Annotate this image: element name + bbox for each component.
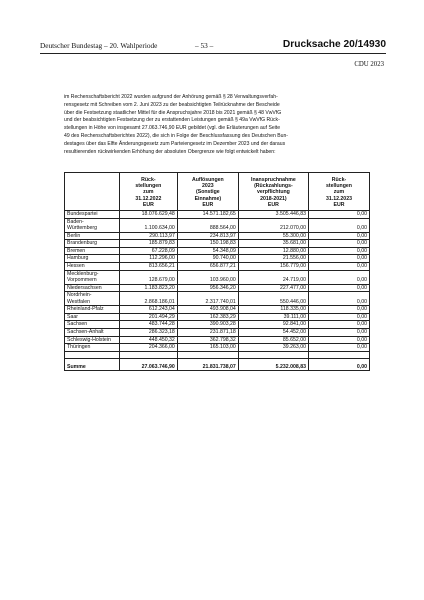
row-label-cell: Baden- Württemberg bbox=[65, 218, 120, 232]
value-cell: 112.296,00 bbox=[119, 255, 177, 263]
value-cell: 24.719,00 bbox=[238, 270, 308, 284]
value-cell: 54.348,09 bbox=[177, 247, 238, 255]
empty-cell bbox=[119, 351, 177, 358]
value-cell: 150.198,83 bbox=[177, 240, 238, 248]
empty-cell bbox=[308, 351, 369, 358]
header-cell: Rück- stellungen zum 31.12.2023 EUR bbox=[308, 173, 369, 211]
value-cell: 1.100.634,00 bbox=[119, 218, 177, 232]
value-cell: 1.183.823,20 bbox=[119, 284, 177, 292]
table-row bbox=[65, 344, 370, 352]
value-cell: 956.346,20 bbox=[177, 284, 238, 292]
header-cell: Rück- stellungen zum 31.12.2022 EUR bbox=[119, 173, 177, 211]
header-publication: Deutscher Bundestag – 20. Wahlperiode bbox=[40, 41, 158, 50]
table-row bbox=[65, 284, 370, 292]
paragraph-line: 49 des Rechenschaftsberichtes 2022), die sich in Folge der Beschlussfassung des Deutschen Bun- bbox=[64, 132, 288, 139]
value-cell: 0,00 bbox=[308, 247, 369, 255]
value-cell: 0,00 bbox=[308, 321, 369, 329]
value-cell: 0,00 bbox=[308, 284, 369, 292]
row-label-cell: Saar bbox=[65, 313, 120, 321]
table-row bbox=[65, 321, 370, 329]
empty-cell bbox=[65, 351, 120, 358]
value-cell: 3.505.446,83 bbox=[238, 211, 308, 219]
table-row bbox=[65, 247, 370, 255]
value-cell: 0,00 bbox=[308, 240, 369, 248]
row-label-cell: Hamburg bbox=[65, 255, 120, 263]
header-rule bbox=[40, 53, 386, 54]
value-cell: 21.556,00 bbox=[238, 255, 308, 263]
table-row bbox=[65, 240, 370, 248]
table-row bbox=[65, 313, 370, 321]
value-cell: 90.740,00 bbox=[177, 255, 238, 263]
paragraph-line: und der beabsichtigten Festsetzung der zu erstattenden Leistungen gemäß § 49a VwVfG Rück- bbox=[64, 117, 280, 124]
row-label-cell: Schleswig-Holstein bbox=[65, 336, 120, 344]
value-cell: 35.681,00 bbox=[238, 240, 308, 248]
value-cell: 14.571.182,65 bbox=[177, 211, 238, 219]
table-header-row bbox=[65, 173, 370, 211]
value-cell: 162.383,29 bbox=[177, 313, 238, 321]
value-cell: 85.652,00 bbox=[238, 336, 308, 344]
paragraph-line: resultierenden rückwirkenden Erhöhung der absoluten Obergrenze wie folgt entwickelt haben: bbox=[64, 148, 276, 155]
value-cell: 0,00 bbox=[308, 313, 369, 321]
row-label-cell: Hessen bbox=[65, 262, 120, 270]
row-label-cell: Summe bbox=[65, 358, 120, 370]
table-row bbox=[65, 306, 370, 314]
value-cell: 55.300,00 bbox=[238, 232, 308, 240]
provisions-table bbox=[64, 172, 370, 371]
value-cell: 0,00 bbox=[308, 344, 369, 352]
header-cell: Inanspruchnahme (Rückzahlungs- verpflichtung 2018-2021) EUR bbox=[238, 173, 308, 211]
value-cell: 0,00 bbox=[308, 306, 369, 314]
value-cell: 0,00 bbox=[308, 292, 369, 306]
row-label-cell: Bundespartei bbox=[65, 211, 120, 219]
value-cell: 165.103,00 bbox=[177, 344, 238, 352]
table-row bbox=[65, 211, 370, 219]
table-row bbox=[65, 270, 370, 284]
paragraph-line: rensgesetz mit Schreiben vom 2. Juni 2023 zu der beabsichtigten Teilrücknahme der Bescheide bbox=[64, 101, 280, 108]
paragraph-line: destages über das Elfte Änderungsgesetz zum Parteiengesetz im Dezember 2023 und der daraus bbox=[64, 140, 286, 147]
value-cell: 0,00 bbox=[308, 255, 369, 263]
value-cell: 103.960,00 bbox=[177, 270, 238, 284]
party-label: CDU 2023 bbox=[354, 61, 384, 68]
row-label-cell: Mecklenburg- Vorpommern bbox=[65, 270, 120, 284]
value-cell: 656.877,21 bbox=[177, 262, 238, 270]
value-cell: 67.228,09 bbox=[119, 247, 177, 255]
row-label-cell: Rheinland-Pfalz bbox=[65, 306, 120, 314]
value-cell: 204.366,00 bbox=[119, 344, 177, 352]
row-label-cell: Bremen bbox=[65, 247, 120, 255]
table-row bbox=[65, 292, 370, 306]
value-cell: 2.868.186,01 bbox=[119, 292, 177, 306]
value-cell: 234.813,97 bbox=[177, 232, 238, 240]
spacer-row bbox=[65, 351, 370, 358]
value-cell: 39.111,00 bbox=[238, 313, 308, 321]
row-label-cell: Niedersachsen bbox=[65, 284, 120, 292]
value-cell: 483.744,28 bbox=[119, 321, 177, 329]
paragraph-line: stellungen in Höhe von insgesamt 27.063.746,90 EUR gebildet (vgl. die Erläuterungen auf Seite bbox=[64, 125, 281, 132]
header-document-number: Drucksache 20/14930 bbox=[282, 39, 386, 50]
value-cell: 5.232.008,83 bbox=[238, 358, 308, 370]
paragraph-line: über die Festsetzung staatlicher Mittel für die Anspruchsjahre 2018 bis 2021 gemäß § 48 VwVfG bbox=[64, 109, 282, 116]
value-cell: 888.564,00 bbox=[177, 218, 238, 232]
row-label-cell: Berlin bbox=[65, 232, 120, 240]
value-cell: 54.452,00 bbox=[238, 328, 308, 336]
value-cell: 290.113,97 bbox=[119, 232, 177, 240]
value-cell: 92.841,00 bbox=[238, 321, 308, 329]
header-cell bbox=[65, 173, 120, 211]
value-cell: 12.880,00 bbox=[238, 247, 308, 255]
table-row bbox=[65, 218, 370, 232]
header-cell: Auflösungen 2023 (Sonstige Einnahme) EUR bbox=[177, 173, 238, 211]
value-cell: 231.871,18 bbox=[177, 328, 238, 336]
value-cell: 0,00 bbox=[308, 270, 369, 284]
table-row bbox=[65, 232, 370, 240]
value-cell: 362.798,32 bbox=[177, 336, 238, 344]
value-cell: 27.063.746,90 bbox=[119, 358, 177, 370]
header-page-number: – 53 – bbox=[195, 41, 214, 50]
value-cell: 21.831.738,07 bbox=[177, 358, 238, 370]
value-cell: 813.656,21 bbox=[119, 262, 177, 270]
value-cell: 0,00 bbox=[308, 232, 369, 240]
value-cell: 612.243,04 bbox=[119, 306, 177, 314]
value-cell: 493.908,04 bbox=[177, 306, 238, 314]
row-label-cell: Nordrhein- Westfalen bbox=[65, 292, 120, 306]
value-cell: 2.317.740,01 bbox=[177, 292, 238, 306]
value-cell: 0,00 bbox=[308, 262, 369, 270]
value-cell: 390.903,28 bbox=[177, 321, 238, 329]
value-cell: 227.477,00 bbox=[238, 284, 308, 292]
value-cell: 0,00 bbox=[308, 358, 369, 370]
paragraph-line: im Rechenschaftsbericht 2022 wurden aufgrund der Anhörung gemäß § 28 Verwaltungsverfah- bbox=[64, 94, 278, 100]
row-label-cell: Brandenburg bbox=[65, 240, 120, 248]
value-cell: 0,00 bbox=[308, 218, 369, 232]
empty-cell bbox=[177, 351, 238, 358]
empty-cell bbox=[238, 351, 308, 358]
row-label-cell: Sachsen bbox=[65, 321, 120, 329]
value-cell: 448.450,32 bbox=[119, 336, 177, 344]
value-cell: 212.070,00 bbox=[238, 218, 308, 232]
value-cell: 18.076.629,48 bbox=[119, 211, 177, 219]
value-cell: 156.779,00 bbox=[238, 262, 308, 270]
row-label-cell: Thüringen bbox=[65, 344, 120, 352]
value-cell: 118.335,00 bbox=[238, 306, 308, 314]
table-row bbox=[65, 262, 370, 270]
value-cell: 39.263,00 bbox=[238, 344, 308, 352]
table-row bbox=[65, 255, 370, 263]
value-cell: 0,00 bbox=[308, 211, 369, 219]
value-cell: 0,00 bbox=[308, 336, 369, 344]
value-cell: 185.879,83 bbox=[119, 240, 177, 248]
row-label-cell: Sachsen-Anhalt bbox=[65, 328, 120, 336]
value-cell: 201.494,29 bbox=[119, 313, 177, 321]
value-cell: 550.446,00 bbox=[238, 292, 308, 306]
value-cell: 286.323,18 bbox=[119, 328, 177, 336]
body-paragraph bbox=[64, 94, 369, 156]
value-cell: 128.679,00 bbox=[119, 270, 177, 284]
table-row bbox=[65, 328, 370, 336]
table-row bbox=[65, 336, 370, 344]
value-cell: 0,00 bbox=[308, 328, 369, 336]
sum-row bbox=[65, 358, 370, 370]
